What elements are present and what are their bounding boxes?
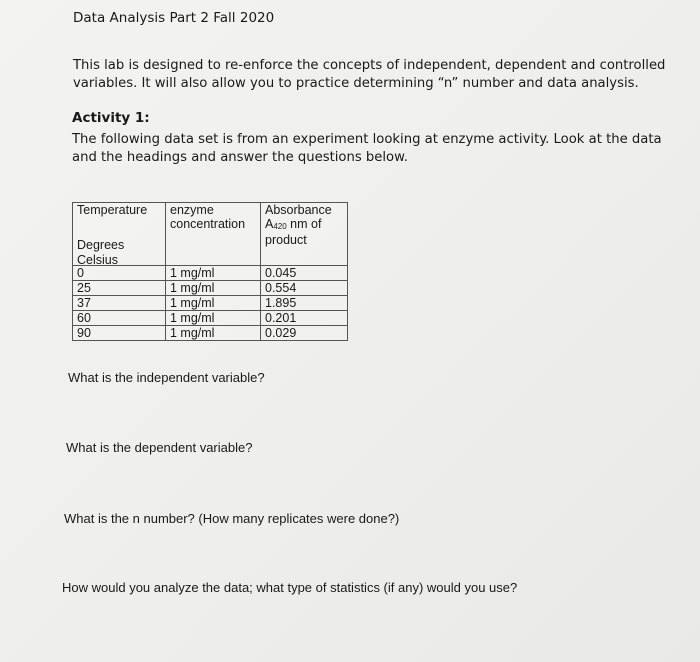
cell-temperature: 0 bbox=[73, 266, 166, 281]
header-absorbance-line3: product bbox=[265, 233, 307, 247]
question-dependent-variable: What is the dependent variable? bbox=[66, 440, 253, 455]
table-header-row bbox=[73, 203, 348, 266]
activity-heading: Activity 1: bbox=[72, 110, 150, 126]
cell-enzyme: 1 mg/ml bbox=[166, 266, 261, 281]
header-enzyme bbox=[166, 203, 261, 266]
header-enzyme-label: enzyme concentration bbox=[170, 203, 246, 231]
table-row bbox=[73, 296, 348, 311]
header-temperature bbox=[73, 203, 166, 266]
cell-absorbance: 1.895 bbox=[261, 296, 348, 311]
activity-description: The following data set is from an experiment looking at enzyme activity. Look at the data and the headings and answer the questions below. bbox=[72, 132, 662, 165]
header-absorbance-a: A bbox=[265, 217, 274, 231]
cell-absorbance: 0.029 bbox=[261, 326, 348, 341]
cell-temperature: 25 bbox=[73, 281, 166, 296]
cell-absorbance: 0.201 bbox=[261, 311, 348, 326]
header-absorbance-line2 bbox=[265, 217, 343, 233]
question-independent-variable: What is the independent variable? bbox=[68, 370, 265, 385]
cell-enzyme: 1 mg/ml bbox=[166, 311, 261, 326]
table-row bbox=[73, 281, 348, 296]
header-absorbance-wavelength: 420 bbox=[273, 222, 287, 231]
header-temperature-label: Temperature bbox=[77, 203, 148, 217]
cell-absorbance: 0.045 bbox=[261, 266, 348, 281]
table-row bbox=[73, 326, 348, 341]
cell-temperature: 37 bbox=[73, 296, 166, 311]
header-absorbance-unit: nm of bbox=[286, 217, 322, 231]
document-title: Data Analysis Part 2 Fall 2020 bbox=[73, 10, 275, 26]
cell-enzyme: 1 mg/ml bbox=[166, 326, 261, 341]
table-row bbox=[73, 311, 348, 326]
cell-enzyme: 1 mg/ml bbox=[166, 281, 261, 296]
intro-paragraph: This lab is designed to re-enforce the concepts of independent, dependent and controlled variables. It will also allow you to practice determining “n” number and data analysis. bbox=[73, 58, 666, 91]
cell-absorbance: 0.554 bbox=[261, 281, 348, 296]
enzyme-data-table bbox=[72, 202, 348, 341]
question-data-analysis: How would you analyze the data; what type of statistics (if any) would you use? bbox=[62, 580, 518, 595]
header-absorbance-line1: Absorbance bbox=[265, 203, 332, 217]
cell-temperature: 60 bbox=[73, 311, 166, 326]
cell-enzyme: 1 mg/ml bbox=[166, 296, 261, 311]
question-n-number: What is the n number? (How many replicates were done?) bbox=[64, 511, 400, 526]
header-temperature-unit: Degrees Celsius bbox=[77, 238, 125, 267]
cell-temperature: 90 bbox=[73, 326, 166, 341]
header-absorbance bbox=[261, 203, 348, 266]
